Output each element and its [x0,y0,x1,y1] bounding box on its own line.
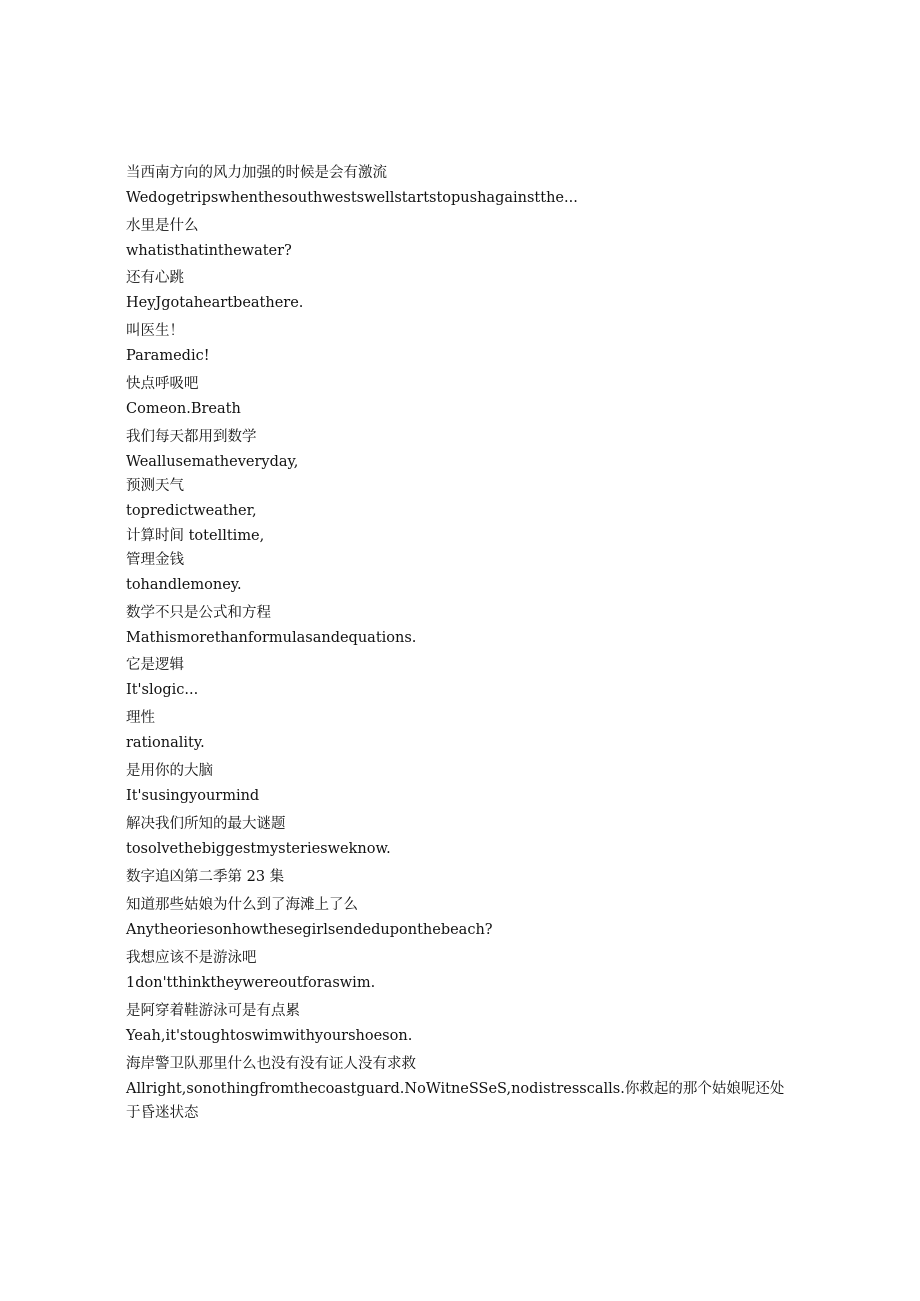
text-line: whatisthatinthewater? [126,243,292,259]
text-line: Yeah,it'stoughtoswimwithyourshoeson. [126,1028,413,1044]
text-line: HeyJgotaheartbeathere. [126,295,304,311]
text-line: Mathismorethanformulasandequations. [126,630,417,646]
text-line: Allright,sonothingfromthecoastguard.NoWitneSSeS,nodistresscalls.你救起的那个姑娘呢还处于昏迷状态 [126,1081,785,1121]
text-line: 管理金钱 [126,552,184,568]
text-line: tosolvethebiggestmysteriesweknow. [126,841,391,857]
text-line: Comeon.Breath [126,401,241,417]
text-line: 是阿穿着鞋游泳可是有点累 [126,1003,300,1019]
text-line: It'slogic... [126,682,199,698]
text-line: Anytheoriesonhowthesegirlsendeduponthebeach? [126,922,493,938]
text-line: topredictweather, [126,503,257,519]
text-line: Wedogetripswhenthesouthwestswellstartstopushagainstthe... [126,190,578,206]
text-line: 知道那些姑娘为什么到了海滩上了么 [126,897,358,913]
text-line: It'susingyourmind [126,788,260,804]
text-line: 它是逻辑 [126,657,184,673]
text-line: 是用你的大脑 [126,763,213,779]
text-line: Weallusematheveryday, [126,454,299,470]
text-line: Paramedic! [126,348,210,364]
text-line: rationality. [126,735,205,751]
text-line: 还有心跳 [126,270,184,286]
text-line: 海岸警卫队那里什么也没有没有证人没有求救 [126,1056,416,1072]
text-line: 计算时间 totelltime, [126,528,265,544]
text-line: 叫医生！ [126,323,184,339]
text-line: 当西南方向的风力加强的时候是会有激流 [126,165,387,181]
text-line: 水里是什么 [126,218,199,234]
text-line: 预测天气 [126,478,184,494]
text-line: tohandlemoney. [126,577,242,593]
episode-heading: 数字追凶第二季第 23 集 [126,869,285,885]
text-line: 解决我们所知的最大谜题 [126,816,286,832]
text-line: 1don'tthinktheywereoutforaswim. [126,975,376,991]
text-line: 我们每天都用到数学 [126,429,257,445]
text-line: 理性 [126,710,155,726]
text-line: 我想应该不是游泳吧 [126,950,257,966]
text-line: 数学不只是公式和方程 [126,605,271,621]
text-line: 快点呼吸吧 [126,376,199,392]
